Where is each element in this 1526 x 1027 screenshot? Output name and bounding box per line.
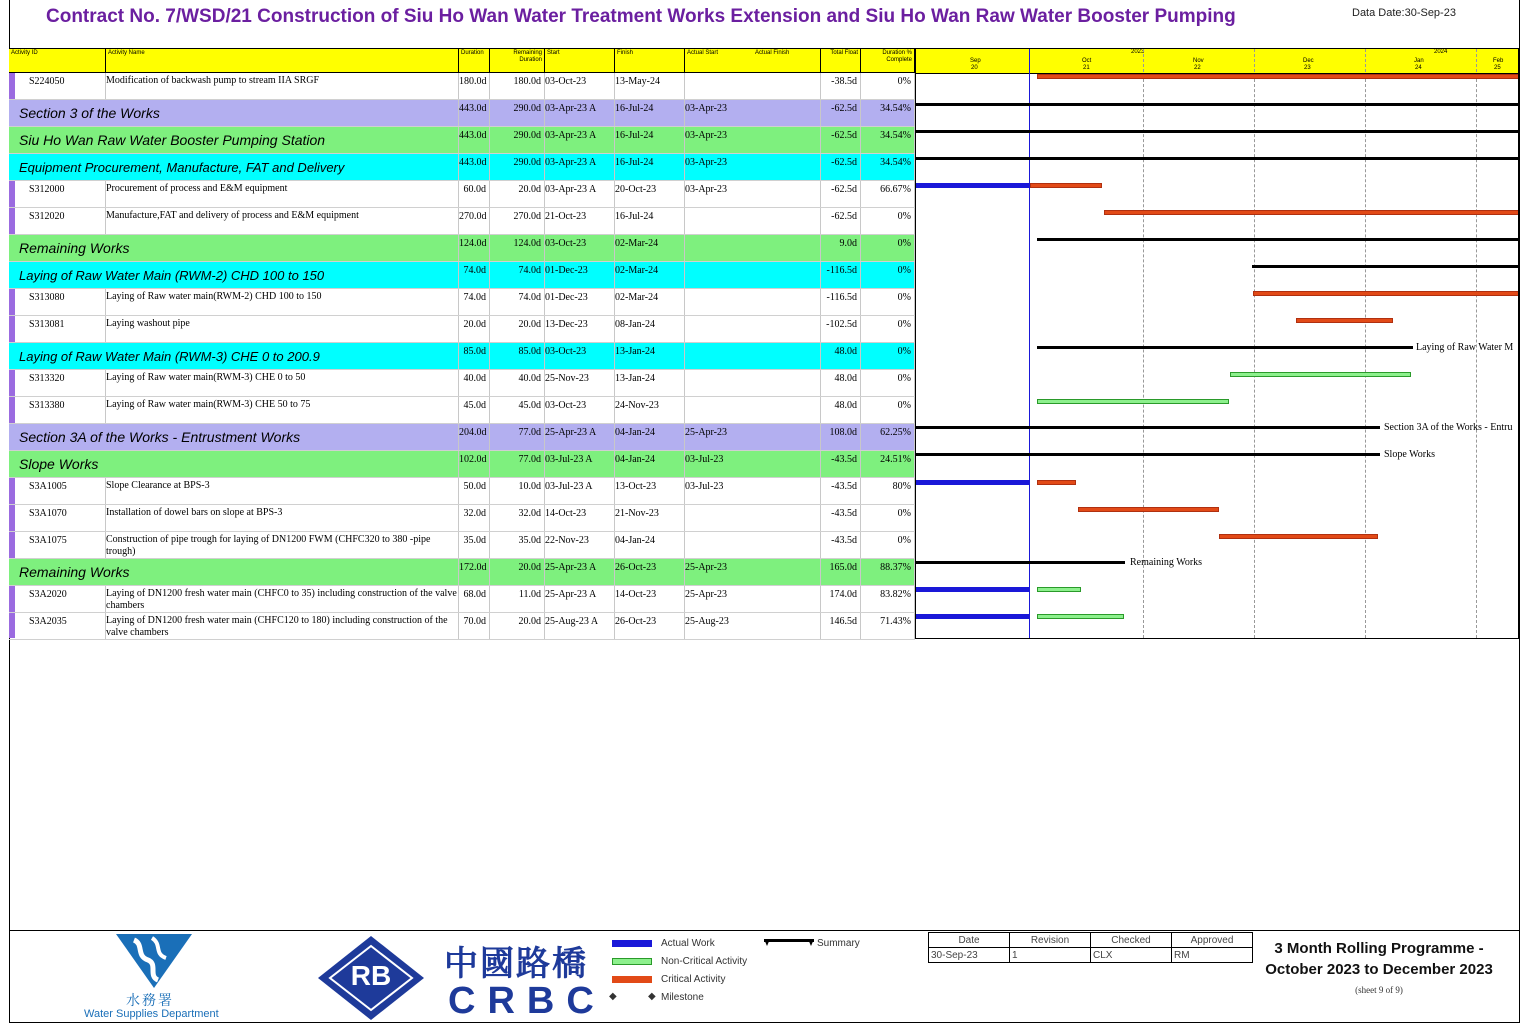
actual-start: 25-Apr-23 <box>685 586 821 612</box>
remaining-duration: 11.0d <box>490 586 545 612</box>
duration: 204.0d <box>459 424 490 450</box>
percent-complete: 0% <box>861 262 915 288</box>
activity-id: S313081 <box>15 316 106 342</box>
table-row[interactable] <box>9 208 915 235</box>
finish-date: 04-Jan-24 <box>615 451 685 477</box>
bar-S313320[interactable] <box>1230 372 1411 377</box>
percent-complete: 80% <box>861 478 915 504</box>
milestone-icon-2: ◆ <box>648 991 656 1002</box>
start-date: 13-Dec-23 <box>545 316 615 342</box>
grid-dec <box>1254 49 1255 638</box>
duration: 102.0d <box>459 451 490 477</box>
start-date: 01-Dec-23 <box>545 262 615 288</box>
activity-id: S313320 <box>15 370 106 396</box>
rev-revision: 1 <box>1010 948 1091 963</box>
actual-start <box>685 316 821 342</box>
percent-complete: 0% <box>861 316 915 342</box>
rev-header-approved: Approved <box>1172 933 1253 948</box>
actual-start: 03-Apr-23 <box>685 100 821 126</box>
col-duration[interactable]: Duration <box>459 49 490 72</box>
wbs-name: Section 3A of the Works - Entrustment Works <box>19 424 459 450</box>
finish-date: 16-Jul-24 <box>615 154 685 180</box>
activity-name: Installation of dowel bars on slope at BPS-3 <box>106 505 459 531</box>
bar-S3A1070[interactable] <box>1078 507 1219 512</box>
total-float: 48.0d <box>821 343 861 369</box>
summary-remaining-works[interactable] <box>1037 238 1519 241</box>
percent-complete: 0% <box>861 505 915 531</box>
activity-id: S3A2020 <box>15 586 106 612</box>
remaining-duration: 45.0d <box>490 397 545 423</box>
percent-complete: 71.43% <box>861 613 915 639</box>
gantt-chart <box>915 48 1519 639</box>
duration: 443.0d <box>459 127 490 153</box>
actual-start <box>685 73 821 99</box>
wbs-name: Laying of Raw Water Main (RWM-2) CHD 100 to 150 <box>19 262 459 288</box>
wbs-name: Siu Ho Wan Raw Water Booster Pumping Station <box>19 127 459 153</box>
milestone-icon: ◆ <box>609 991 617 1002</box>
table-row[interactable] <box>9 289 915 316</box>
total-float: 108.0d <box>821 424 861 450</box>
bar-S3A1005[interactable] <box>1037 480 1076 485</box>
finish-date: 16-Jul-24 <box>615 100 685 126</box>
start-date: 03-Apr-23 A <box>545 100 615 126</box>
activity-id: S312000 <box>15 181 106 207</box>
activity-name: Laying of Raw water main(RWM-2) CHD 100 to 150 <box>106 289 459 315</box>
actual-start <box>685 505 821 531</box>
bar-S3A2020[interactable] <box>1037 587 1081 592</box>
duration: 50.0d <box>459 478 490 504</box>
summary-equipment[interactable] <box>916 157 1519 160</box>
remaining-duration: 290.0d <box>490 127 545 153</box>
summary-remaining-3a[interactable] <box>916 561 1125 564</box>
percent-complete: 24.51% <box>861 451 915 477</box>
revision-table <box>928 932 1253 963</box>
remaining-duration: 10.0d <box>490 478 545 504</box>
activity-name: Modification of backwash pump to stream IIA SRGF <box>106 73 459 99</box>
activity-name: Slope Clearance at BPS-3 <box>106 478 459 504</box>
actual-start: 03-Apr-23 <box>685 181 821 207</box>
remaining-duration: 20.0d <box>490 316 545 342</box>
bar-S3A2020-actual[interactable] <box>916 587 1029 592</box>
start-date: 03-Jul-23 A <box>545 451 615 477</box>
actual-start: 03-Jul-23 <box>685 451 821 477</box>
year-2023: 2023 <box>1131 49 1145 55</box>
finish-date: 13-Jan-24 <box>615 370 685 396</box>
start-date: 03-Jul-23 A <box>545 478 615 504</box>
duration: 180.0d <box>459 73 490 99</box>
table-row[interactable] <box>9 478 915 505</box>
table-row[interactable] <box>9 532 915 559</box>
start-date: 25-Aug-23 A <box>545 613 615 639</box>
wbs-summary-row[interactable] <box>9 451 915 478</box>
total-float: 48.0d <box>821 370 861 396</box>
actual-start: 03-Apr-23 <box>685 154 821 180</box>
percent-complete: 62.25% <box>861 424 915 450</box>
rb-logo-text: RB <box>350 960 392 991</box>
duration: 74.0d <box>459 289 490 315</box>
month-jan: Jan <box>1414 58 1424 64</box>
percent-complete: 83.82% <box>861 586 915 612</box>
activity-id: S3A1070 <box>15 505 106 531</box>
start-date: 03-Oct-23 <box>545 343 615 369</box>
col-actual-finish[interactable]: Actual Finish <box>753 49 821 72</box>
activity-name: Laying of DN1200 fresh water main (CHFC120 to 180) including construction of the valve chambers <box>106 613 459 639</box>
finish-date: 14-Oct-23 <box>615 586 685 612</box>
total-float: 48.0d <box>821 397 861 423</box>
total-float: -43.5d <box>821 505 861 531</box>
duration: 20.0d <box>459 316 490 342</box>
table-row[interactable] <box>9 73 915 100</box>
wbs-summary-row[interactable] <box>9 559 915 586</box>
wbs-summary-row[interactable] <box>9 100 915 127</box>
finish-date: 13-Jan-24 <box>615 343 685 369</box>
remaining-duration: 290.0d <box>490 100 545 126</box>
wbs-name: Laying of Raw Water Main (RWM-3) CHE 0 to 200.9 <box>19 343 459 369</box>
finish-date: 13-May-24 <box>615 73 685 99</box>
duration: 443.0d <box>459 100 490 126</box>
percent-complete: 0% <box>861 532 915 558</box>
actual-start <box>685 262 821 288</box>
activity-id: S3A2035 <box>15 613 106 639</box>
activity-id: S313380 <box>15 397 106 423</box>
start-date: 22-Nov-23 <box>545 532 615 558</box>
remaining-duration: 20.0d <box>490 613 545 639</box>
week-21: 21 <box>1083 65 1090 71</box>
col-activity-id[interactable]: Activity ID <box>9 49 106 72</box>
total-float: -116.5d <box>821 262 861 288</box>
legend-noncrit: Non-Critical Activity <box>661 956 748 967</box>
total-float: -62.5d <box>821 100 861 126</box>
crbc-chinese: 中國路橋 <box>444 944 588 984</box>
percent-complete: 0% <box>861 289 915 315</box>
month-oct: Oct <box>1082 58 1092 64</box>
percent-complete: 0% <box>861 370 915 396</box>
start-date: 03-Oct-23 <box>545 235 615 261</box>
start-date: 25-Apr-23 A <box>545 424 615 450</box>
wsd-name: Water Supplies Department <box>84 1008 219 1020</box>
table-row[interactable] <box>9 181 915 208</box>
start-date: 25-Nov-23 <box>545 370 615 396</box>
wsd-chinese-name: 水務署 <box>126 992 174 1008</box>
finish-date: 04-Jan-24 <box>615 424 685 450</box>
week-22: 22 <box>1194 65 1201 71</box>
remaining-duration: 20.0d <box>490 181 545 207</box>
wbs-name: Slope Works <box>19 451 459 477</box>
activity-id: S224050 <box>15 73 106 99</box>
remaining-duration: 35.0d <box>490 532 545 558</box>
activity-name: Laying of DN1200 fresh water main (CHFC0 to 35) including construction of the valve chambers <box>106 586 459 612</box>
activity-name: Laying of Raw water main(RWM-3) CHE 50 to 75 <box>106 397 459 423</box>
wbs-summary-row[interactable] <box>9 343 915 370</box>
duration: 172.0d <box>459 559 490 585</box>
legend-actual: Actual Work <box>661 938 715 949</box>
start-date: 03-Apr-23 A <box>545 181 615 207</box>
percent-complete: 0% <box>861 343 915 369</box>
summary-rwm2[interactable] <box>1252 265 1519 268</box>
finish-date: 02-Mar-24 <box>615 235 685 261</box>
wbs-name: Equipment Procurement, Manufacture, FAT and Delivery <box>19 154 459 180</box>
table-row[interactable] <box>9 613 915 640</box>
col-total-float[interactable]: Total Float <box>821 49 861 72</box>
finish-date: 24-Nov-23 <box>615 397 685 423</box>
finish-date: 13-Oct-23 <box>615 478 685 504</box>
activity-name: Construction of pipe trough for laying of DN1200 FWM (CHFC320 to 380 -pipe trough) <box>106 532 459 558</box>
percent-complete: 0% <box>861 235 915 261</box>
remaining-duration: 32.0d <box>490 505 545 531</box>
actual-start <box>685 208 821 234</box>
wbs-summary-row[interactable] <box>9 262 915 289</box>
activity-name: Laying washout pipe <box>106 316 459 342</box>
rev-header-checked: Checked <box>1091 933 1172 948</box>
finish-date: 02-Mar-24 <box>615 289 685 315</box>
remaining-duration: 40.0d <box>490 370 545 396</box>
start-date: 03-Oct-23 <box>545 397 615 423</box>
week-20: 20 <box>971 65 978 71</box>
column-header <box>9 48 915 73</box>
duration: 60.0d <box>459 181 490 207</box>
wsd-logo-icon <box>112 934 196 990</box>
total-float: -116.5d <box>821 289 861 315</box>
bar-S224050[interactable] <box>1037 74 1519 79</box>
duration: 270.0d <box>459 208 490 234</box>
total-float: -102.5d <box>821 316 861 342</box>
total-float: -62.5d <box>821 181 861 207</box>
activity-name: Procurement of process and E&M equipment <box>106 181 459 207</box>
rev-header-date: Date <box>929 933 1010 948</box>
actual-start <box>685 532 821 558</box>
summary-section3a[interactable] <box>916 426 1380 429</box>
actual-start <box>685 397 821 423</box>
duration: 35.0d <box>459 532 490 558</box>
finish-date: 21-Nov-23 <box>615 505 685 531</box>
bar-S313080[interactable] <box>1253 291 1519 296</box>
start-date: 01-Dec-23 <box>545 289 615 315</box>
finish-date: 16-Jul-24 <box>615 127 685 153</box>
rev-header-revision: Revision <box>1010 933 1091 948</box>
remaining-duration: 270.0d <box>490 208 545 234</box>
grid-jan <box>1365 49 1366 638</box>
bar-S3A1075[interactable] <box>1219 534 1378 539</box>
duration: 124.0d <box>459 235 490 261</box>
duration: 443.0d <box>459 154 490 180</box>
bar-S3A1005-actual[interactable] <box>916 480 1029 485</box>
duration: 45.0d <box>459 397 490 423</box>
start-date: 14-Oct-23 <box>545 505 615 531</box>
legend-noncrit-swatch <box>612 958 652 965</box>
summary-rwm3[interactable] <box>1037 346 1413 349</box>
legend-summary: Summary <box>817 938 860 949</box>
wbs-summary-row[interactable] <box>9 235 915 262</box>
actual-start: 03-Apr-23 <box>685 127 821 153</box>
legend-crit-swatch <box>612 976 652 983</box>
grid-nov <box>1143 49 1144 638</box>
timescale-header <box>916 49 1518 74</box>
finish-date: 26-Oct-23 <box>615 613 685 639</box>
table-row[interactable] <box>9 586 915 613</box>
actual-start <box>685 370 821 396</box>
actual-start <box>685 343 821 369</box>
footer-divider <box>9 930 1520 931</box>
bar-S3A2035-actual[interactable] <box>916 614 1029 619</box>
percent-complete: 0% <box>861 397 915 423</box>
total-float: -38.5d <box>821 73 861 99</box>
percent-complete: 0% <box>861 208 915 234</box>
wbs-summary-row[interactable] <box>9 154 915 181</box>
bar-S3A2035[interactable] <box>1037 614 1124 619</box>
percent-complete: 34.54% <box>861 127 915 153</box>
finish-date: 16-Jul-24 <box>615 208 685 234</box>
wbs-name: Remaining Works <box>19 559 459 585</box>
activity-id: S312020 <box>15 208 106 234</box>
finish-date: 04-Jan-24 <box>615 532 685 558</box>
data-date-line <box>1029 49 1030 638</box>
page-title: Contract No. 7/WSD/21 Construction of Siu Ho Wan Water Treatment Works Extension and Siu Ho Wan Raw Water Booster Pumping <box>46 6 1236 27</box>
month-sep: Sep <box>970 58 981 64</box>
col-remaining[interactable]: Remaining Duration <box>490 49 545 72</box>
remaining-duration: 20.0d <box>490 559 545 585</box>
duration: 40.0d <box>459 370 490 396</box>
activity-name: Laying of Raw water main(RWM-3) CHE 0 to 50 <box>106 370 459 396</box>
bar-S312020[interactable] <box>1104 210 1519 215</box>
label-rwm3: Laying of Raw Water M <box>1416 342 1514 353</box>
data-date: Data Date:30-Sep-23 <box>1352 7 1456 19</box>
percent-complete: 88.37% <box>861 559 915 585</box>
remaining-duration: 77.0d <box>490 451 545 477</box>
finish-date: 20-Oct-23 <box>615 181 685 207</box>
finish-date: 08-Jan-24 <box>615 316 685 342</box>
finish-date: 26-Oct-23 <box>615 559 685 585</box>
start-date: 21-Oct-23 <box>545 208 615 234</box>
week-24: 24 <box>1415 65 1422 71</box>
col-activity-name[interactable]: Activity Name <box>106 49 459 72</box>
summary-shw-booster[interactable] <box>916 130 1519 133</box>
remaining-duration: 77.0d <box>490 424 545 450</box>
percent-complete: 66.67% <box>861 181 915 207</box>
remaining-duration: 180.0d <box>490 73 545 99</box>
summary-slope[interactable] <box>916 453 1380 456</box>
summary-legend-icon <box>764 938 814 948</box>
actual-start <box>685 289 821 315</box>
week-23: 23 <box>1304 65 1311 71</box>
bar-S313380[interactable] <box>1037 399 1229 404</box>
total-float: 9.0d <box>821 235 861 261</box>
actual-start: 03-Jul-23 <box>685 478 821 504</box>
total-float: 165.0d <box>821 559 861 585</box>
remaining-duration: 74.0d <box>490 289 545 315</box>
sheet-number: (sheet 9 of 9) <box>1355 985 1403 995</box>
total-float: -62.5d <box>821 127 861 153</box>
total-float: 146.5d <box>821 613 861 639</box>
week-25: 25 <box>1494 65 1501 71</box>
start-date: 03-Oct-23 <box>545 73 615 99</box>
actual-start: 25-Apr-23 <box>685 424 821 450</box>
total-float: 174.0d <box>821 586 861 612</box>
remaining-duration: 290.0d <box>490 154 545 180</box>
month-nov: Nov <box>1193 58 1204 64</box>
rev-approved: RM <box>1172 948 1253 963</box>
wbs-name: Section 3 of the Works <box>19 100 459 126</box>
wbs-summary-row[interactable] <box>9 127 915 154</box>
col-start[interactable]: Start <box>545 49 615 72</box>
year-2024: 2024 <box>1434 49 1448 55</box>
total-float: -62.5d <box>821 154 861 180</box>
table-row[interactable] <box>9 397 915 424</box>
summary-section3[interactable] <box>916 103 1519 106</box>
rev-date: 30-Sep-23 <box>929 948 1010 963</box>
activity-name: Manufacture,FAT and delivery of process and E&M equipment <box>106 208 459 234</box>
remaining-duration: 124.0d <box>490 235 545 261</box>
duration: 70.0d <box>459 613 490 639</box>
bar-S313081[interactable] <box>1296 318 1393 323</box>
actual-start: 25-Aug-23 <box>685 613 821 639</box>
duration: 32.0d <box>459 505 490 531</box>
duration: 68.0d <box>459 586 490 612</box>
table-row[interactable] <box>9 370 915 397</box>
rev-checked: CLX <box>1091 948 1172 963</box>
percent-complete: 34.54% <box>861 100 915 126</box>
month-dec: Dec <box>1303 58 1314 64</box>
label-section3a: Section 3A of the Works - Entru <box>1384 422 1513 433</box>
table-row[interactable] <box>9 316 915 343</box>
finish-date: 02-Mar-24 <box>615 262 685 288</box>
crbc-text: CRBC <box>448 980 606 1022</box>
label-remaining: Remaining Works <box>1130 557 1203 568</box>
remaining-duration: 74.0d <box>490 262 545 288</box>
bar-S312000[interactable] <box>1030 183 1102 188</box>
legend-milestone: Milestone <box>661 992 704 1003</box>
total-float: -43.5d <box>821 451 861 477</box>
programme-title <box>1246 938 1512 980</box>
table-row[interactable] <box>9 505 915 532</box>
wbs-summary-row[interactable] <box>9 424 915 451</box>
start-date: 03-Apr-23 A <box>545 154 615 180</box>
col-pct-complete[interactable]: Duration % Complete <box>861 49 915 72</box>
col-actual-start[interactable]: Actual Start <box>687 50 719 56</box>
duration: 74.0d <box>459 262 490 288</box>
duration: 85.0d <box>459 343 490 369</box>
actual-start: 25-Apr-23 <box>685 559 821 585</box>
col-finish[interactable]: Finish <box>615 49 685 72</box>
programme-line2: October 2023 to December 2023 <box>1265 961 1493 978</box>
start-date: 03-Apr-23 A <box>545 127 615 153</box>
actual-start <box>685 235 821 261</box>
bar-S312000-actual[interactable] <box>916 183 1029 188</box>
activity-id: S3A1075 <box>15 532 106 558</box>
start-date: 25-Apr-23 A <box>545 586 615 612</box>
wbs-name: Remaining Works <box>19 235 459 261</box>
activity-id: S3A1005 <box>15 478 106 504</box>
total-float: -43.5d <box>821 532 861 558</box>
percent-complete: 0% <box>861 73 915 99</box>
month-feb: Feb <box>1493 58 1504 64</box>
start-date: 25-Apr-23 A <box>545 559 615 585</box>
programme-line1: 3 Month Rolling Programme - <box>1274 940 1484 957</box>
percent-complete: 34.54% <box>861 154 915 180</box>
total-float: -43.5d <box>821 478 861 504</box>
remaining-duration: 85.0d <box>490 343 545 369</box>
activity-id: S313080 <box>15 289 106 315</box>
total-float: -62.5d <box>821 208 861 234</box>
legend-actual-swatch <box>612 940 652 947</box>
legend-crit: Critical Activity <box>661 974 726 985</box>
label-slope: Slope Works <box>1384 449 1435 460</box>
